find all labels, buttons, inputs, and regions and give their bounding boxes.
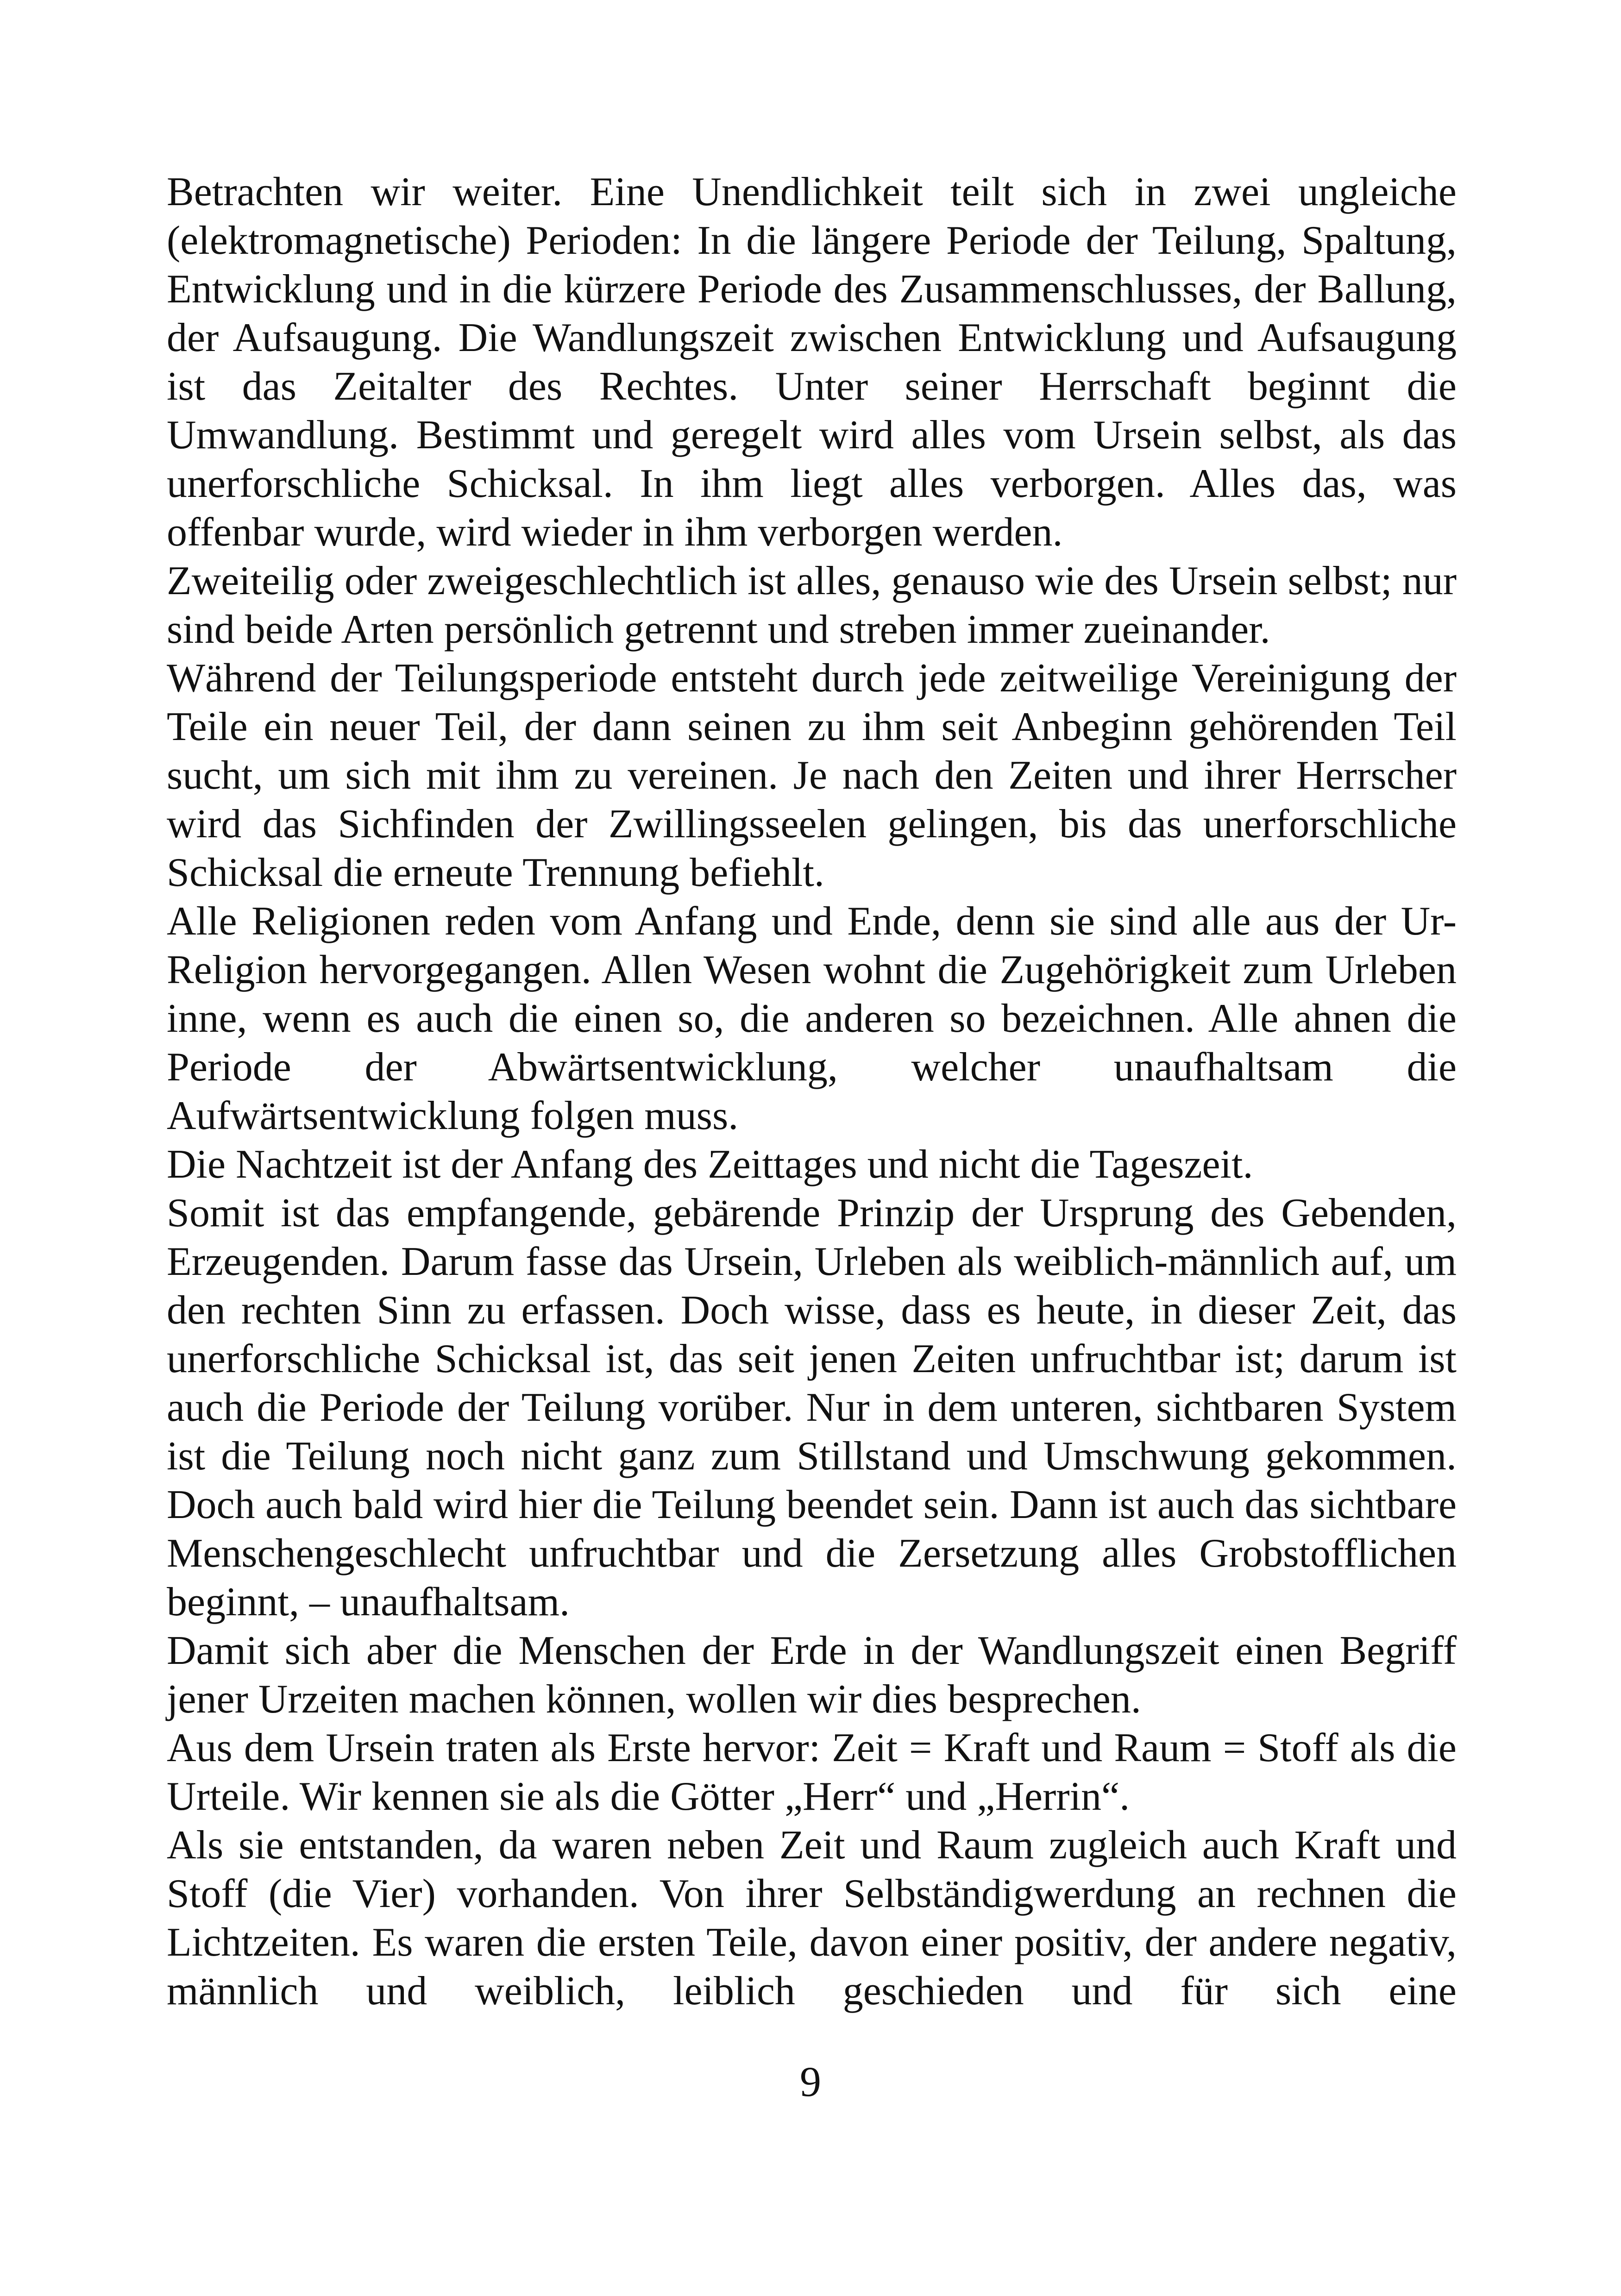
body-text — [167, 168, 1457, 2015]
paragraph: Somit ist das empfangende, gebärende Prinzip der Ursprung des Gebenden, Erzeugenden. Darum fasse das Ursein, Urleben als weiblich-männlich auf, um den rechten Sinn zu erfassen. Doch wisse, dass es heute, in dieser Zeit, das unerforschliche Schicksal ist, das seit jenen Zeiten unfruchtbar ist; darum ist auch die Periode der Teilung vorüber. Nur in dem unteren, sichtbaren System ist die Teilung noch nicht ganz zum Stillstand und Umschwung gekommen. Doch auch bald wird hier die Teilung beendet sein. Dann ist auch das sichtbare Menschengeschlecht unfruchtbar und die Zersetzung alles Grobstofflichen beginnt, – unaufhaltsam. — [167, 1191, 1457, 1625]
paragraph: Als sie entstanden, da waren neben Zeit und Raum zugleich auch Kraft und Stoff (die Vier) vorhanden. Von ihrer Selbständigwerdung an rechnen die Lichtzeiten. Es waren die ersten Teile, davon einer positiv, der andere negativ, männlich und weiblich, leiblich geschieden und für sich eine — [167, 1823, 1457, 2014]
paragraph: Zweiteilig oder zweigeschlechtlich ist alles, genauso wie des Ursein selbst; nur sind beide Arten persönlich getrennt und streben immer zueinander. — [167, 558, 1457, 652]
paragraph: Während der Teilungsperiode entsteht durch jede zeitweilige Vereinigung der Teile ein neuer Teil, der dann seinen zu ihm seit Anbeginn gehörenden Teil sucht, um sich mit ihm zu vereinen. Je nach den Zeiten und ihrer Herrscher wird das Sichfinden der Zwillingsseelen gelingen, bis das unerforschliche Schicksal die erneute Trennung befiehlt. — [167, 656, 1457, 895]
paragraph: Die Nachtzeit ist der Anfang des Zeittages und nicht die Tageszeit. — [167, 1142, 1253, 1187]
page-number: 9 — [800, 2058, 821, 2105]
paragraph: Betrachten wir weiter. Eine Unendlichkeit teilt sich in zwei ungleiche (elektromagnetische) Perioden: In die längere Periode der Teilung, Spaltung, Entwicklung und in die kürzere Periode des Zusammenschlusses, der Ballung, der Aufsaugung. Die Wandlungszeit zwischen Entwicklung und Aufsaugung ist das Zeitalter des Rechtes. Unter seiner Herrschaft beginnt die Umwandlung. Bestimmt und geregelt wird alles vom Ursein selbst, als das unerforschliche Schicksal. In ihm liegt alles verborgen. Alles das, was offenbar wurde, wird wieder in ihm verborgen werden. — [167, 169, 1457, 555]
paragraph: Aus dem Ursein traten als Erste hervor: Zeit = Kraft und Raum = Stoff als die Urteile. Wir kennen sie als die Götter „Herr“ und „Herrin“. — [167, 1725, 1457, 1819]
paragraph: Alle Religionen reden vom Anfang und Ende, denn sie sind alle aus der Ur-Religion hervorgegangen. Allen Wesen wohnt die Zugehörigkeit zum Urleben inne, wenn es auch die einen so, die anderen so bezeichnen. Alle ahnen die Periode der Abwärtsentwicklung, welcher unaufhaltsam die Aufwärtsentwicklung folgen muss. — [167, 899, 1457, 1138]
paragraph: Damit sich aber die Menschen der Erde in der Wandlungszeit einen Begriff jener Urzeiten machen können, wollen wir dies besprechen. — [167, 1628, 1457, 1722]
